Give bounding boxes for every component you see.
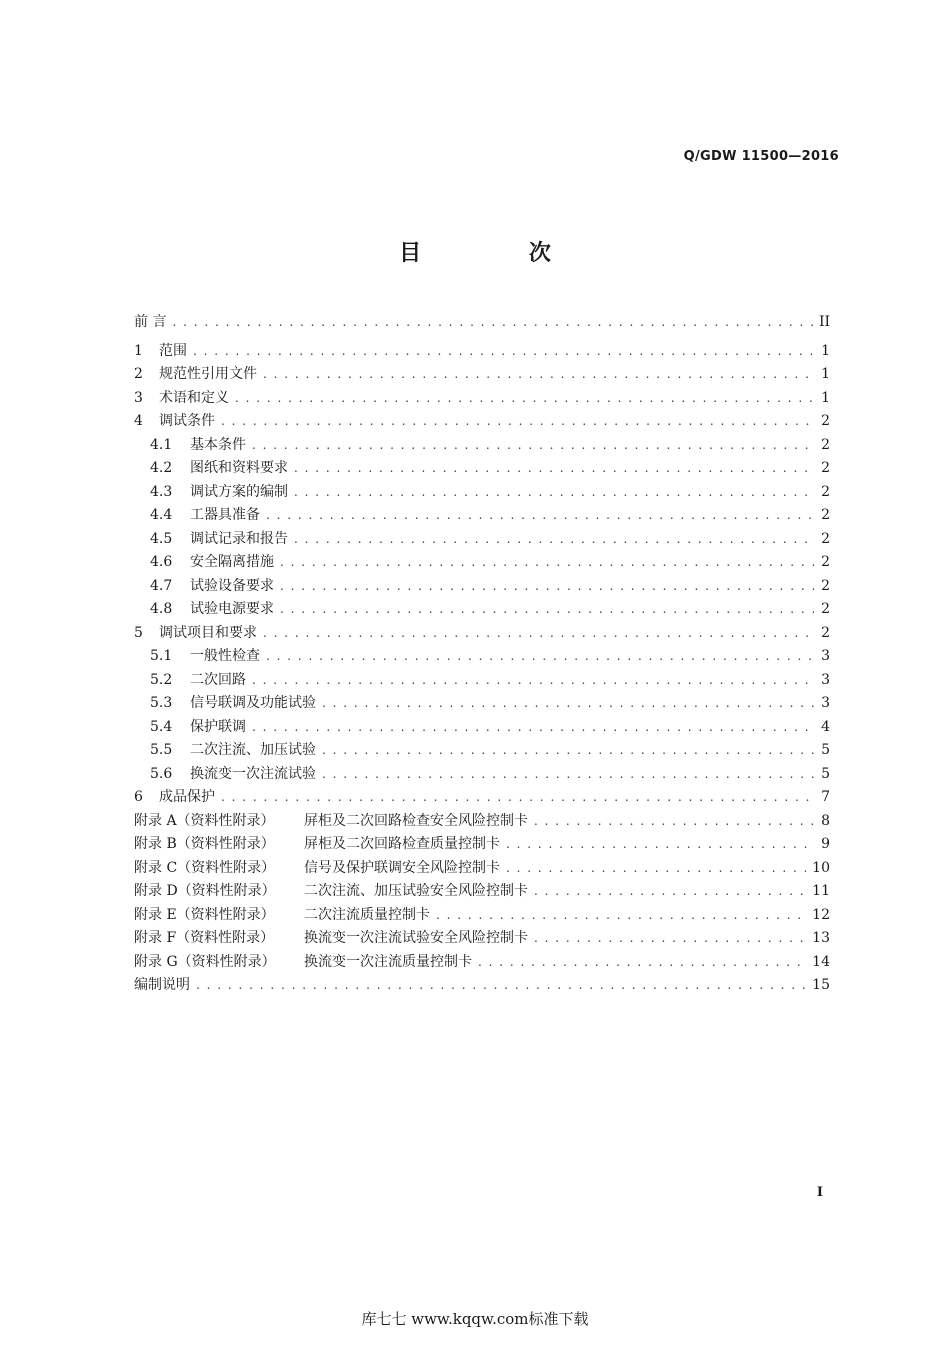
dot-leader [263,363,814,387]
toc-entry-number: 2 [134,366,143,382]
dot-leader [506,857,806,881]
toc-entry[interactable] [134,810,830,834]
toc-entry-number: 5.5 [150,742,173,758]
toc-entry-title: 换流变一次注流质量控制卡 [304,953,472,970]
toc-entry-number: 6 [134,789,143,805]
toc-entry-title: 换流变一次注流试验 [190,765,316,782]
toc-entry-number: 4.6 [150,554,173,570]
toc-entry-title: 二次注流、加压试验安全风险控制卡 [304,883,528,899]
toc-entry-number: 5.1 [150,648,173,664]
toc-entry-page: 2 [821,577,830,594]
toc-entry[interactable] [134,974,830,998]
toc-entry-page: 3 [821,671,830,688]
toc-entry-title: 一般性检查 [190,648,260,664]
toc-entry-page: 5 [821,765,830,782]
dot-leader [322,739,814,763]
toc-entry-number: 4.2 [150,460,173,476]
toc-entry-number: 5.4 [150,718,173,735]
toc-entry[interactable] [134,387,830,411]
toc-entry-page: 2 [821,601,830,617]
standard-code: Q/GDW 11500—2016 [683,149,839,164]
dot-leader [266,504,814,528]
toc-entry-title: 术语和定义 [159,389,229,406]
toc-entry-title: 二次注流、加压试验 [190,742,316,758]
toc-entry-number: 4.1 [150,436,173,453]
dot-leader [252,434,814,458]
toc-entry-number: 4.5 [150,530,173,547]
toc-entry-page: 2 [821,460,830,476]
toc-entry[interactable] [134,669,830,693]
toc-entry-number: 4.8 [150,601,173,617]
dot-leader [322,763,814,787]
toc-entry-number: 附录 G（资料性附录） [134,953,276,970]
toc-entry-title: 工器具准备 [190,507,260,523]
toc-entry-number: 4 [134,413,143,429]
toc-entry[interactable] [134,763,830,787]
dot-leader [294,481,814,505]
toc-entry-number: 1 [134,342,143,359]
toc-entry-page: 2 [821,554,830,570]
toc-entry[interactable] [134,340,830,364]
table-of-contents [134,311,830,998]
toc-entry-title: 试验设备要求 [190,577,274,594]
toc-entry-page: 1 [821,342,830,359]
dot-leader [263,622,814,646]
dot-leader [534,927,806,951]
toc-entry-title: 调试记录和报告 [190,530,288,547]
toc-entry-page: 7 [821,789,830,805]
toc-entry-title: 调试项目和要求 [159,624,257,641]
toc-entry[interactable] [134,457,830,481]
toc-entry-number: 5 [134,624,143,641]
toc-entry-number: 4.7 [150,577,173,594]
toc-entry-title: 保护联调 [190,718,246,735]
toc-entry[interactable] [134,504,830,528]
dot-leader [280,598,814,622]
dot-leader [221,410,814,434]
dot-leader [221,786,814,810]
dot-leader [294,457,814,481]
dot-leader [193,340,814,364]
toc-entry-page: 14 [812,953,830,970]
toc-entry-title: 安全隔离措施 [190,554,274,570]
toc-entry-page: 11 [812,883,830,899]
toc-entry-number: 附录 B（资料性附录） [134,836,275,852]
toc-entry[interactable] [134,692,830,716]
dot-leader [280,551,814,575]
toc-entry-number: 4.4 [150,507,173,523]
dot-leader [172,311,812,335]
toc-entry-title: 基本条件 [190,436,246,453]
dot-leader [322,692,814,716]
dot-leader [294,528,814,552]
dot-leader [478,951,806,975]
toc-entry[interactable] [134,575,830,599]
page-number: I [816,1185,823,1200]
toc-entry[interactable] [134,833,830,857]
toc-entry-page: 2 [821,483,830,500]
toc-entry-title: 规范性引用文件 [159,366,257,382]
dot-leader [506,833,814,857]
toc-entry-page: 8 [821,812,830,829]
toc-entry-title: 范围 [159,342,187,359]
toc-entry-number: 附录 E（资料性附录） [134,906,275,923]
toc-entry[interactable] [134,410,830,434]
toc-entry-page: 5 [821,742,830,758]
footer-watermark: 库七七 www.kqqw.com标准下载 [361,1310,589,1328]
toc-entry-page: 2 [821,507,830,523]
toc-entry-title: 信号联调及功能试验 [190,695,316,711]
toc-entry[interactable] [134,716,830,740]
dot-leader [436,904,806,928]
toc-entry-page: 2 [821,413,830,429]
toc-entry-number: 附录 C（资料性附录） [134,859,276,876]
toc-entry-number: 附录 D（资料性附录） [134,883,276,899]
toc-entry-page: 12 [812,906,830,923]
toc-entry-page: 13 [812,930,830,946]
toc-entry-page: 15 [812,977,830,993]
toc-entry-title: 换流变一次注流试验安全风险控制卡 [304,930,528,946]
toc-title: 目 次 [399,240,601,266]
toc-entry[interactable] [134,434,830,458]
toc-entry-title: 信号及保护联调安全风险控制卡 [304,859,500,876]
dot-leader [534,880,806,904]
toc-entry[interactable] [134,739,830,763]
toc-entry[interactable] [134,904,830,928]
toc-entry-page: 1 [821,389,830,406]
toc-entry[interactable] [134,622,830,646]
toc-entry[interactable] [134,598,830,622]
toc-entry-page: 3 [821,695,830,711]
toc-entry-number: 附录 A（资料性附录） [134,812,275,829]
dot-leader [266,645,814,669]
toc-entry-page: 10 [812,859,830,876]
toc-entry-page: 2 [821,624,830,641]
toc-entry[interactable] [134,528,830,552]
toc-entry-page: 3 [821,648,830,664]
toc-entry-page: 1 [821,366,830,382]
toc-entry-title: 前 言 [134,314,167,330]
dot-leader [252,669,814,693]
dot-leader [280,575,814,599]
toc-entry[interactable] [134,551,830,575]
toc-entry-title: 编制说明 [134,977,190,993]
toc-entry-title: 二次注流质量控制卡 [304,906,430,923]
toc-entry-title: 调试方案的编制 [190,483,288,500]
toc-entry-page: 9 [821,836,830,852]
toc-entry-number: 附录 F（资料性附录） [134,930,275,946]
toc-entry-title: 图纸和资料要求 [190,460,288,476]
toc-entry[interactable] [134,786,830,810]
toc-entry-title: 调试条件 [159,413,215,429]
toc-entry-title: 屏柜及二次回路检查质量控制卡 [304,836,500,852]
toc-entry-number: 5.6 [150,765,173,782]
toc-entry-page: 2 [821,436,830,453]
toc-entry-number: 5.3 [150,695,173,711]
toc-entry[interactable] [134,363,830,387]
dot-leader [235,387,814,411]
toc-entry[interactable] [134,481,830,505]
toc-entry-number: 4.3 [150,483,173,500]
toc-entry[interactable] [134,927,830,951]
toc-entry-title: 屏柜及二次回路检查安全风险控制卡 [304,812,528,829]
toc-entry-number: 5.2 [150,671,173,688]
toc-entry-title: 二次回路 [190,671,246,688]
dot-leader [196,974,806,998]
toc-entry[interactable] [134,857,830,881]
toc-entry[interactable] [134,880,830,904]
toc-entry-page: 2 [821,530,830,547]
toc-entry-number: 3 [134,389,143,406]
toc-entry-page: 4 [821,718,830,735]
toc-entry[interactable] [134,951,830,975]
toc-entry[interactable] [134,311,830,335]
toc-entry-title: 成品保护 [159,789,215,805]
dot-leader [534,810,814,834]
dot-leader [252,716,814,740]
toc-entry-title: 试验电源要求 [190,601,274,617]
toc-entry[interactable] [134,645,830,669]
toc-entry-page: II [818,314,830,330]
